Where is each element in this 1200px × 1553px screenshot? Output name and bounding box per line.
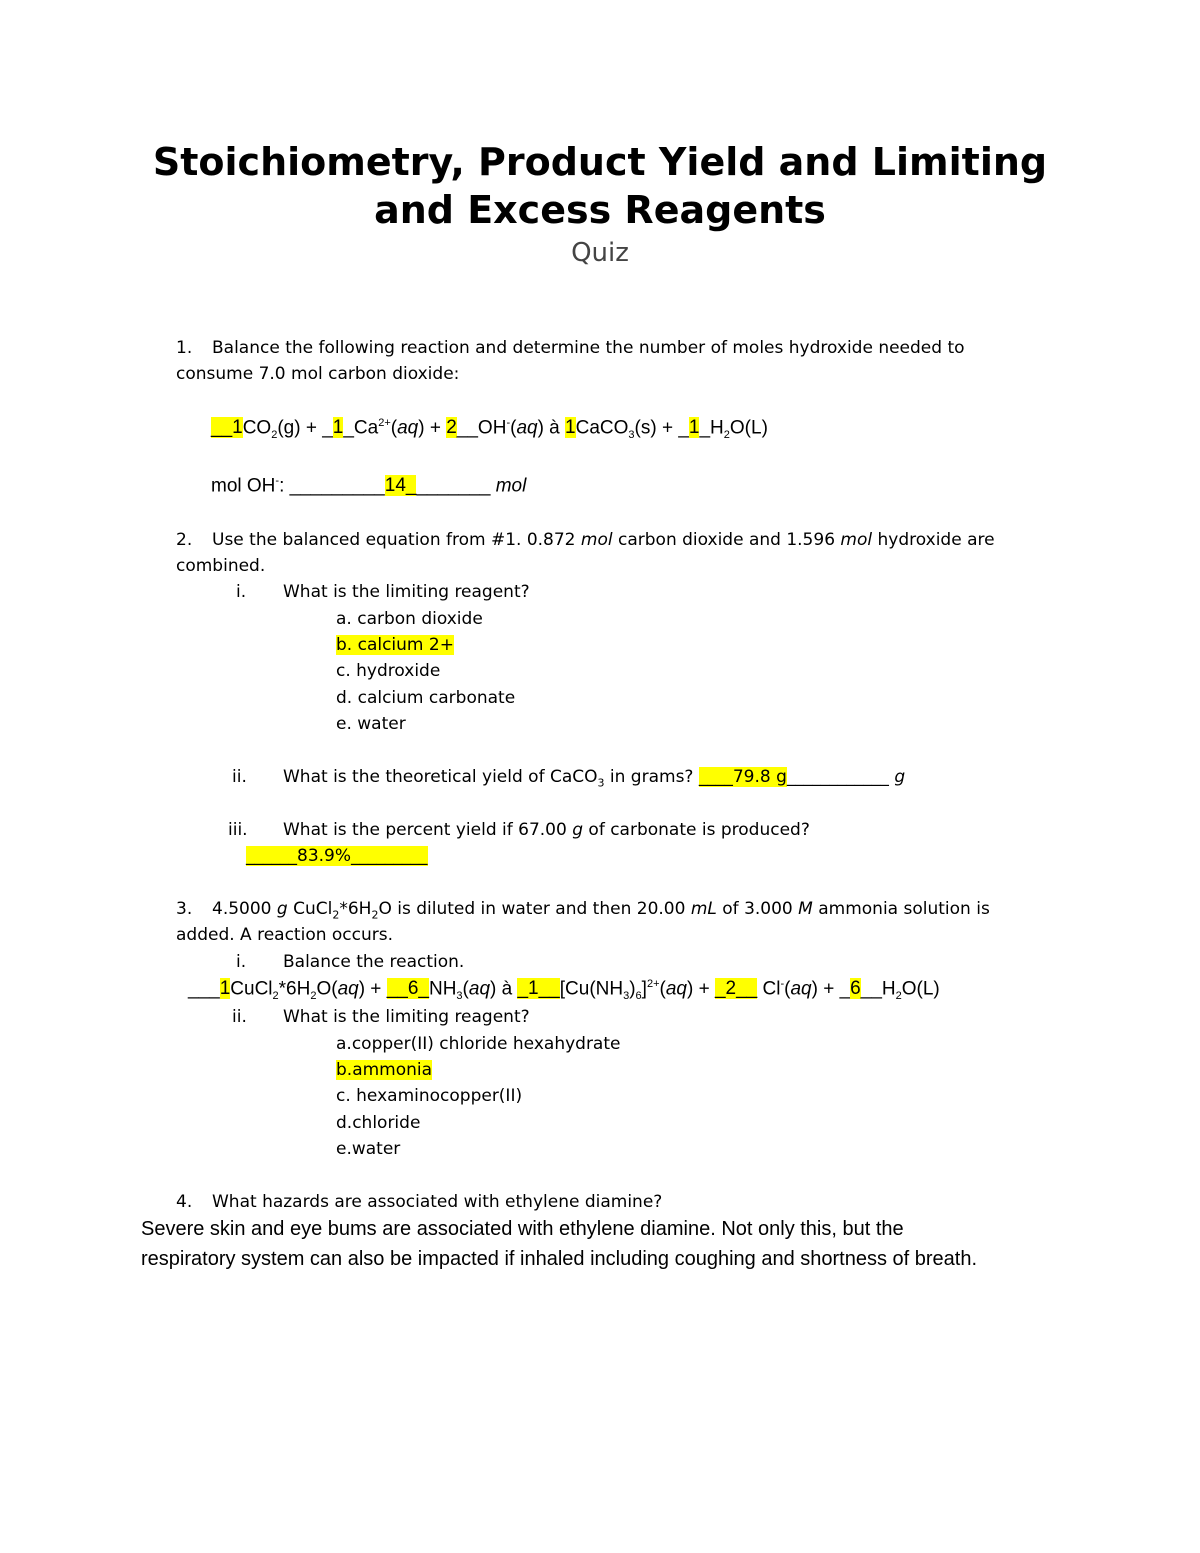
q2-unit-mol-2: mol [840,530,873,550]
q1-mol-answer: 14_ [384,475,417,497]
q2-unit-mol-1: mol [580,530,613,550]
q3-text-f: ammonia solution is [818,899,990,919]
q2-number: 2. [176,530,193,550]
q3-unit-ml: mL [690,899,717,919]
q2-ii-line: What is the theoretical yield of CaCO$_3$ in grams? ____79.8 g____________ g [283,767,906,790]
q3-text-line1: 4.5000 g $CuCl_2*6H_2O$ is diluted in water and then 20.00 mL of 3.000 M ammonia solution is [212,899,990,922]
q3-coef-nh3: __6_ [386,978,429,1000]
q2-iii-text-b: of carbonate is produced? [588,820,810,840]
q2-text-a: Use the balanced equation from #1. 0.872 [212,530,576,550]
q2-option-d: d. calcium carbonate [336,688,516,708]
q2-option-e: e. water [336,714,406,734]
q3-ii-text: What is the limiting reagent? [283,1007,530,1027]
q2-option-c: c. hydroxide [336,661,441,681]
q2-text-line2: combined. [176,556,266,576]
q3-text-a: 4.5000 [212,899,272,919]
q4-text: What hazards are associated with ethylene diamine? [212,1192,663,1212]
q3-equation: $\_\_\_1CuCl_2*6H_2O(aq)$ + $\_\_6\_NH_3(aq)$ à $\_1\_\_[Cu(NH_3)_6]^{2+}(aq)$ + _2__ $Cl^-(aq) + \_6\_\_H_2O(L)$ [188,978,940,1003]
q3-text-c: *6H [339,899,372,919]
q3-text-d: O is diluted in water and then 20.00 [378,899,686,919]
q2-iii-number: iii. [228,820,248,840]
q3-option-c: c. hexaminocopper(II) [336,1086,523,1106]
q2-ii-blank: ____________ [786,767,889,787]
q2-text-b: carbon dioxide and 1.596 [618,530,836,550]
q3-unit-g: g [276,899,288,919]
q3-text-b: CuCl [293,899,333,919]
q1-coef-h2o: 1 [688,417,700,439]
q1-mol-unit: mol [495,475,527,497]
q2-ii-answer: ____79.8 g [698,767,787,787]
q3-text-e: of 3.000 [722,899,793,919]
q1-coef-caco3: 1 [565,417,576,439]
q3-i-text: Balance the reaction. [283,952,465,972]
q1-mol-answer-line: mol OH-: _________14________ mol [211,475,527,497]
q2-ii-unit: g [894,767,906,787]
q1-coef-ca: 1 [332,417,344,439]
q3-text-line2: added. A reaction occurs. [176,925,394,945]
page-title-line1: Stoichiometry, Product Yield and Limiting [152,140,1048,184]
q2-i-number: i. [236,582,247,602]
q3-option-e: e.water [336,1139,401,1159]
q1-text-line2: consume 7.0 mol carbon dioxide: [176,364,460,384]
q3-coef-h2o: 6 [850,978,861,1000]
q2-text-c: hydroxide are [877,530,995,550]
q3-unit-m: M [798,899,813,919]
q4-answer-line2: respiratory system can also be impacted if inhaled including coughing and shortness of breath. [141,1248,978,1270]
q1-coef-oh: 2 [446,417,457,439]
q3-number: 3. [176,899,193,919]
q4-number: 4. [176,1192,193,1212]
q1-equation: $\_\_1CO_2(g)$ + $\_1\_Ca^{2+}(aq)$ + 2__OH-(aq) à 1CaCO$_3$(s) + $\_1\_H_2O(L)$ [211,417,768,442]
q2-iii-text-a: What is the percent yield if 67.00 [283,820,567,840]
q2-iii-line [283,820,810,840]
q2-i-text: What is the limiting reagent? [283,582,530,602]
q1-mol-label: mol OH [211,475,276,497]
q3-coef-cl: _2__ [714,978,758,1000]
q1-number: 1. [176,338,193,358]
q2-option-a: a. carbon dioxide [336,609,483,629]
q3-option-a: a.copper(II) chloride hexahydrate [336,1034,621,1054]
q2-ii-text-b: in grams? [604,767,694,787]
q3-option-d: d.chloride [336,1113,421,1133]
q1-coef-co2: __1 [211,417,243,439]
page-subtitle: Quiz [571,238,629,268]
q3-i-number: i. [236,952,247,972]
page-title-line2: and Excess Reagents [374,188,826,232]
q1-text-line1: Balance the following reaction and determine the number of moles hydroxide needed to [212,338,965,358]
q2-iii-unit: g [572,820,584,840]
q3-coef-complex: _1__ [517,978,560,1000]
q3-option-b: b.ammonia [336,1060,433,1080]
q4-answer-line1: Severe skin and eye bums are associated with ethylene diamine. Not only this, but the [141,1218,904,1240]
q2-option-b: b. calcium 2+ [336,635,454,655]
q2-iii-answer: ______83.9%_________ [246,846,428,866]
q2-ii-number: ii. [232,767,247,787]
q2-ii-text: What is the theoretical yield of CaCO [283,767,598,787]
q3-coef-cucl2: 1 [219,978,231,1000]
q2-text-line1 [212,530,995,550]
q3-ii-number: ii. [232,1007,247,1027]
